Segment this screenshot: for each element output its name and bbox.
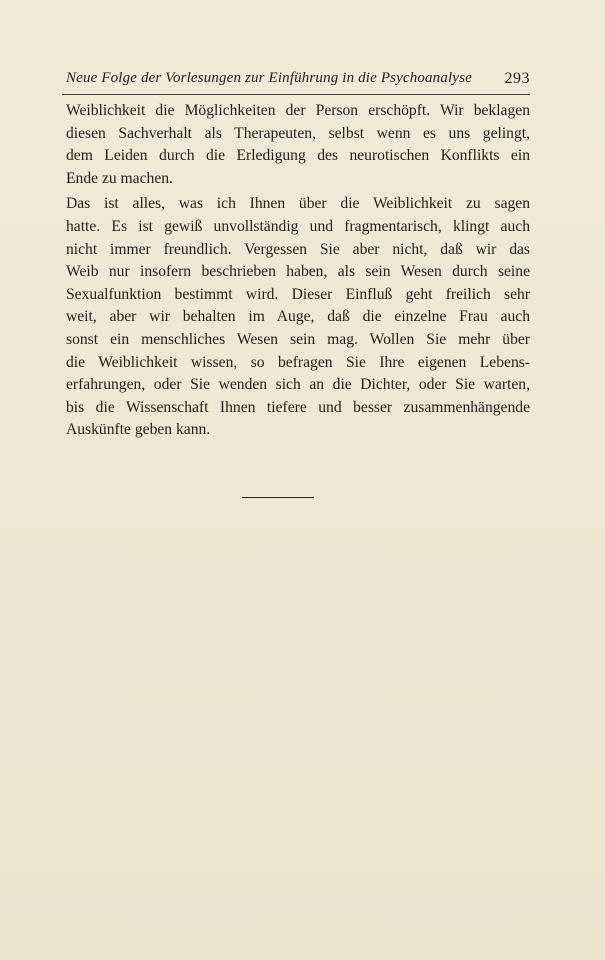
- text-line: Auskünfte geben kann.: [66, 421, 211, 439]
- page-number: 293: [504, 70, 530, 87]
- text-line: dem Leiden durch die Erledigung des neurotischen Konflikts ein: [66, 147, 530, 165]
- text-line: bis die Wissenschaft Ihnen tiefere und besser zusammenhängende: [66, 398, 530, 416]
- paragraph-2: [66, 193, 530, 442]
- text-line: Das ist alles, was ich Ihnen über die Weiblichkeit zu sagen: [66, 195, 530, 213]
- paragraph-1: [66, 100, 530, 190]
- text-line: erfahrungen, oder Sie wenden sich an die Dichter, oder Sie warten,: [66, 376, 530, 394]
- text-line: Ende zu machen.: [66, 169, 173, 187]
- text-line: Weib nur insofern beschrieben haben, als sein Wesen durch seine: [66, 263, 530, 281]
- text-line: sonst ein menschliches Wesen sein mag. Wollen Sie mehr über: [66, 330, 530, 348]
- text-line: Weiblichkeit die Möglichkeiten der Person erschöpft. Wir beklagen: [66, 102, 530, 119]
- running-title: Neue Folge der Vorlesungen zur Einführung in die Psychoanalyse: [66, 70, 472, 86]
- text-line: nicht immer freundlich. Vergessen Sie aber nicht, daß wir das: [66, 240, 530, 258]
- text-line: die Weiblichkeit wissen, so befragen Sie Ihre eigenen Lebens-: [66, 353, 530, 371]
- running-head: [66, 70, 530, 92]
- text-line: hatte. Es ist gewiß unvollständig und fragmentarisch, klingt auch: [66, 217, 530, 235]
- header-rule: [62, 94, 530, 95]
- text-line: weit, aber wir behalten im Auge, daß die einzelne Frau auch: [66, 308, 530, 326]
- body-text: [66, 100, 530, 442]
- section-end-rule: [242, 497, 314, 498]
- text-line: Sexualfunktion bestimmt wird. Dieser Einfluß geht freilich sehr: [66, 285, 530, 303]
- text-line: diesen Sachverhalt als Therapeuten, selbst wenn es uns gelingt,: [66, 124, 530, 142]
